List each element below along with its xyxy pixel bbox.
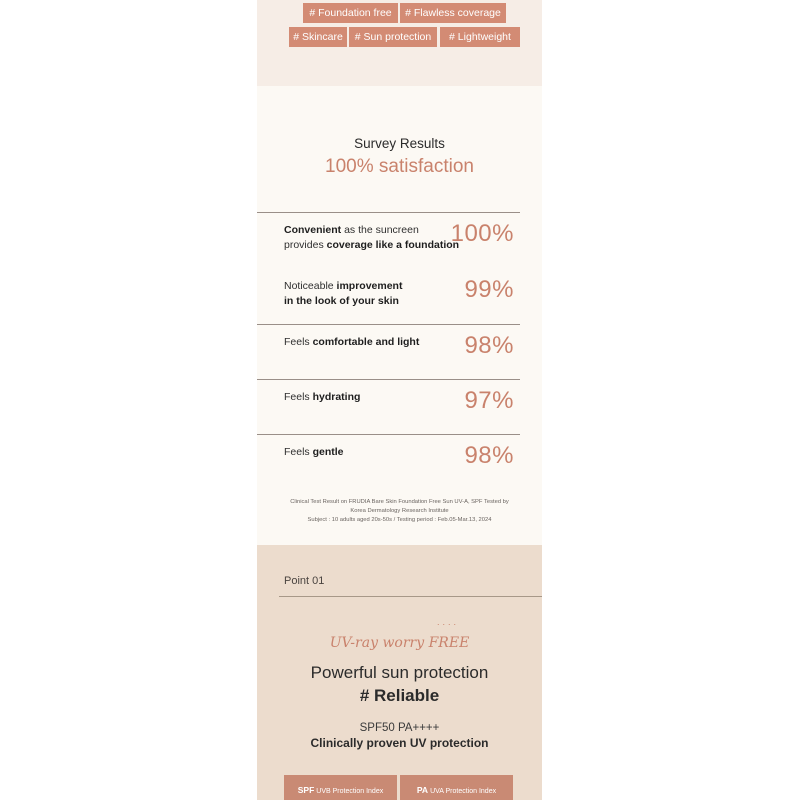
survey-title: Survey Results: [354, 136, 445, 151]
survey-row: [257, 268, 520, 323]
row-bold-text: comfortable and light: [312, 336, 420, 348]
tag-flawless-coverage[interactable]: # Flawless coverage: [400, 3, 506, 23]
survey-row: [257, 324, 520, 379]
point-hashtag: # Reliable: [359, 686, 440, 705]
spf-rating: SPF50 PA++++: [359, 722, 440, 734]
box-abbr: PA: [416, 785, 429, 795]
pa-index-box: [400, 775, 513, 800]
row-text: Noticeable: [284, 280, 337, 292]
row-bold-text: Convenient: [284, 224, 342, 236]
row-bold-text: in the look of your skin: [284, 295, 399, 307]
box-desc: UVB Protection Index: [316, 788, 384, 795]
row-divider: [257, 434, 520, 435]
footnote-line: Clinical Test Result on FRUDIA Bare Skin Foundation Free Sun UV-A, SPF Tested by: [290, 499, 509, 505]
box-desc: UVA Protection Index: [430, 788, 497, 795]
survey-percentage: 98%: [464, 332, 514, 359]
footnote-line: Korea Dermatology Research Institute: [350, 508, 449, 514]
point-headline: Powerful sun protection: [310, 663, 489, 682]
tag-sun-protection[interactable]: # Sun protection: [349, 27, 437, 47]
survey-row: [257, 379, 520, 434]
row-text: as the suncreen: [341, 224, 419, 236]
survey-percentage: 97%: [464, 387, 514, 414]
survey-row-text: [284, 335, 464, 350]
survey-row-text: [284, 223, 464, 253]
survey-section: [257, 86, 542, 545]
row-bold-text: coverage like a foundation: [326, 239, 460, 251]
row-bold-text: gentle: [312, 446, 344, 458]
row-text: Feels: [284, 446, 313, 458]
tag-foundation-free[interactable]: # Foundation free: [303, 3, 398, 23]
spf-index-box: [284, 775, 397, 800]
box-abbr: SPF: [297, 785, 315, 795]
script-tagline: UV-ray worry FREE: [329, 635, 470, 651]
survey-row-text: [284, 279, 464, 309]
survey-row: [257, 434, 520, 489]
row-text: Feels: [284, 336, 313, 348]
survey-row-text: [284, 390, 464, 405]
clinical-claim: Clinically proven UV protection: [310, 736, 489, 750]
clinical-footnote: [277, 498, 522, 525]
row-bold-text: hydrating: [312, 391, 361, 403]
row-text: provides: [284, 239, 327, 251]
footnote-line: Subject : 10 adults aged 20s-50s / Testing period : Feb.05-Mar.13, 2024: [307, 517, 492, 523]
product-detail-column: [257, 0, 542, 800]
point-label: Point 01: [284, 575, 325, 587]
row-text: Feels: [284, 391, 313, 403]
survey-row: [257, 212, 520, 267]
tag-lightweight[interactable]: # Lightweight: [440, 27, 520, 47]
survey-percentage: 100%: [450, 220, 514, 247]
survey-satisfaction-headline: 100% satisfaction: [325, 156, 474, 177]
row-divider: [257, 379, 520, 380]
row-divider: [257, 212, 520, 213]
row-bold-text: improvement: [336, 280, 403, 292]
tag-skincare[interactable]: # Skincare: [289, 27, 347, 47]
decorative-dots: ....: [437, 617, 460, 627]
survey-row-text: [284, 445, 464, 460]
row-divider: [257, 324, 520, 325]
survey-percentage: 99%: [464, 276, 514, 303]
point-divider: [279, 596, 542, 597]
tags-section: [257, 0, 542, 86]
survey-percentage: 98%: [464, 442, 514, 469]
point-section: [257, 545, 542, 800]
